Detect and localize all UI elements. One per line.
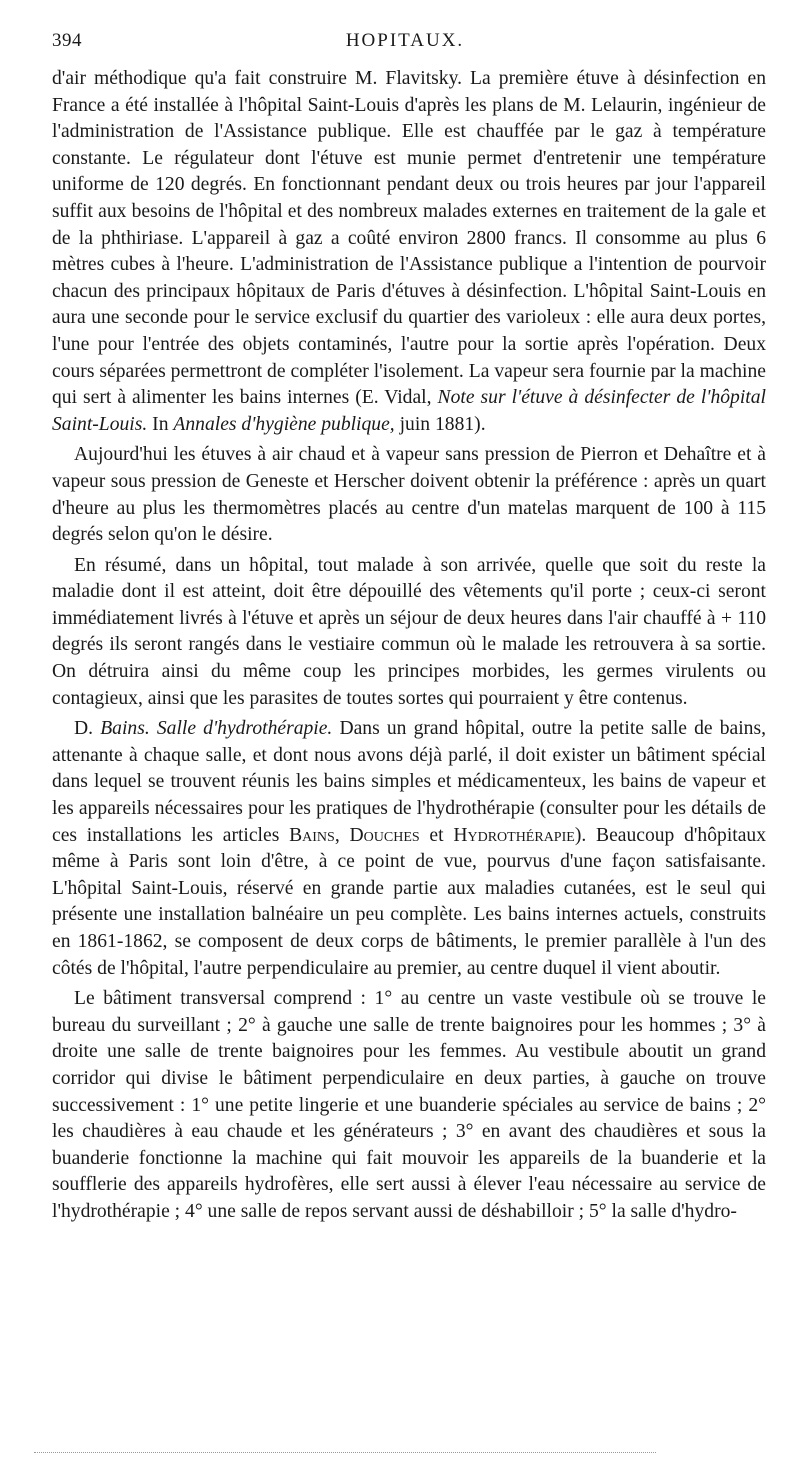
article-ref-bains: Bains [289, 824, 335, 846]
section-heading: Bains. Salle d'hydrothérapie. [100, 718, 333, 740]
reference-connector: In [147, 413, 174, 435]
running-title: HOPITAUX. [345, 30, 465, 51]
article-ref-douches: Douches [349, 824, 420, 846]
reference-date: juin 1881). [394, 413, 486, 435]
paragraph-text: Le bâtiment transversal comprend : 1° au centre un vaste vestibule où se trouve le bureau du surveillant ; 2° à gauche une salle de trente baignoires pour les hommes ; 3° à droite une salle de trente baignoires pour les femmes. Au vestibule aboutit un grand corridor qui divise le bâtiment perpendiculaire en deux parties, à gauche on trouve successivement : 1° une petite lingerie et une buanderie spéciales au service de bains ; 2° les chaudières à eau chaude et les générateurs ; 3° en avant des chaudières et sous la buanderie fonctionne la machine qui fait mouvoir les appareils de la buanderie et la soufflerie des appareils hydrofères, elle sert aussi à élever l'eau nécessaire au service de l'hydrothérapie ; 4° une salle de repos servant aussi de déshabilloir ; 5° la salle d'hydro- [52, 988, 766, 1222]
paragraph-text: d'air méthodique qu'a fait construire M. Flavitsky. La première étuve à désinfection en France a été installée à l'hôpital Saint-Louis d'après les plans de M. Lelaurin, ingénieur de l'administration de l'Assistance publique. Elle est chauffée par le gaz à température constante. Le régulateur dont l'étuve est munie permet d'entretenir une température uniforme de 120 degrés. En fonctionnant pendant deux ou trois heures par jour l'appareil suffit aux besoins de l'hôpital et des nombreux malades externes en traitement de la gale et de la phthiriase. L'appareil à gaz a coûté environ 2800 francs. Il consomme au plus 6 mètres cubes à l'heure. L'administration de l'Assistance publique a l'intention de pourvoir chacun des principaux hôpitaux de Paris d'étuves à désinfection. L'hôpital Saint-Louis en aura une seconde pour le service exclusif du quartier des varioleux : elle aura deux portes, l'une pour l'entrée des objets contaminés, l'autre pour la sortie après l'opération. Deux cours séparées permettront de compléter l'isolement. La vapeur sera fournie par la machine qui sert à alimenter les bains internes (E. Vidal, [52, 68, 766, 409]
article-ref-hydrotherapie: Hydrothérapie [453, 824, 575, 846]
reference-journal: Annales d'hygiène publique, [173, 413, 395, 435]
separator: , [334, 824, 350, 846]
reference-title: Note sur l'étuve à désinfecter de l'hôpital Saint-Louis. [52, 387, 766, 435]
separator: et [419, 824, 454, 846]
page-header [52, 30, 758, 60]
paragraph-resume [52, 553, 766, 713]
paragraph-bains [52, 716, 766, 982]
paragraph-text: Dans un grand hôpital, outre la petite salle de bains, attenante à chaque salle, et dont nous avons déjà parlé, il doit exister un bâtiment spécial dans lequel se trouvent réunis les bains simples et médicamenteux, les bains de vapeur et les appareils nécessaires pour les pratiques de l'hydrothérapie (consulter pour les détails de ces installations les articles [52, 718, 767, 846]
paragraph-batiment-transversal [52, 986, 766, 1225]
footer-dotted-rule [34, 1452, 656, 1453]
page-number: 394 [52, 30, 82, 51]
section-letter: D. [74, 718, 101, 740]
paragraph-etuve-saint-louis [52, 66, 766, 438]
paragraph-etuves-modernes [52, 442, 766, 548]
paragraph-text: ). Beaucoup d'hôpitaux même à Paris sont loin d'être, à ce point de vue, pourvus d'une façon satisfaisante. L'hôpital Saint-Louis, réservé en grande partie aux maladies cutanées, est le seul qui présente une installation balnéaire un peu complète. Les bains internes actuels, construits en 1861-1862, se composent de deux corps de bâtiments, le premier parallèle à l'un des côtés de l'hôpital, l'autre perpendiculaire au premier, au centre duquel il vient aboutir. [52, 824, 766, 979]
paragraph-text: En résumé, dans un hôpital, tout malade à son arrivée, quelle que soit du reste la maladie dont il est atteint, doit être dépouillé des vêtements qu'il porte ; ceux-ci seront immédiatement livrés à l'étuve et après un séjour de deux heures dans l'air chauffé à + 110 degrés ils seront rangés dans le vestiaire commun où le malade les retrouvera à sa sortie. On détruira ainsi du même coup les principes morbides, les germes virulents ou contagieux, ainsi que les parasites de toutes sortes qui pourraient y être contenus. [52, 554, 766, 709]
body-text [52, 66, 766, 1226]
paragraph-text: Aujourd'hui les étuves à air chaud et à vapeur sans pression de Pierron et Dehaître et à vapeur sous pression de Geneste et Herscher doivent obtenir la préférence : après un quart d'heure au plus les thermomètres placés au centre d'un matelas marquent de 100 à 115 degrés selon qu'on le désire. [52, 444, 766, 546]
